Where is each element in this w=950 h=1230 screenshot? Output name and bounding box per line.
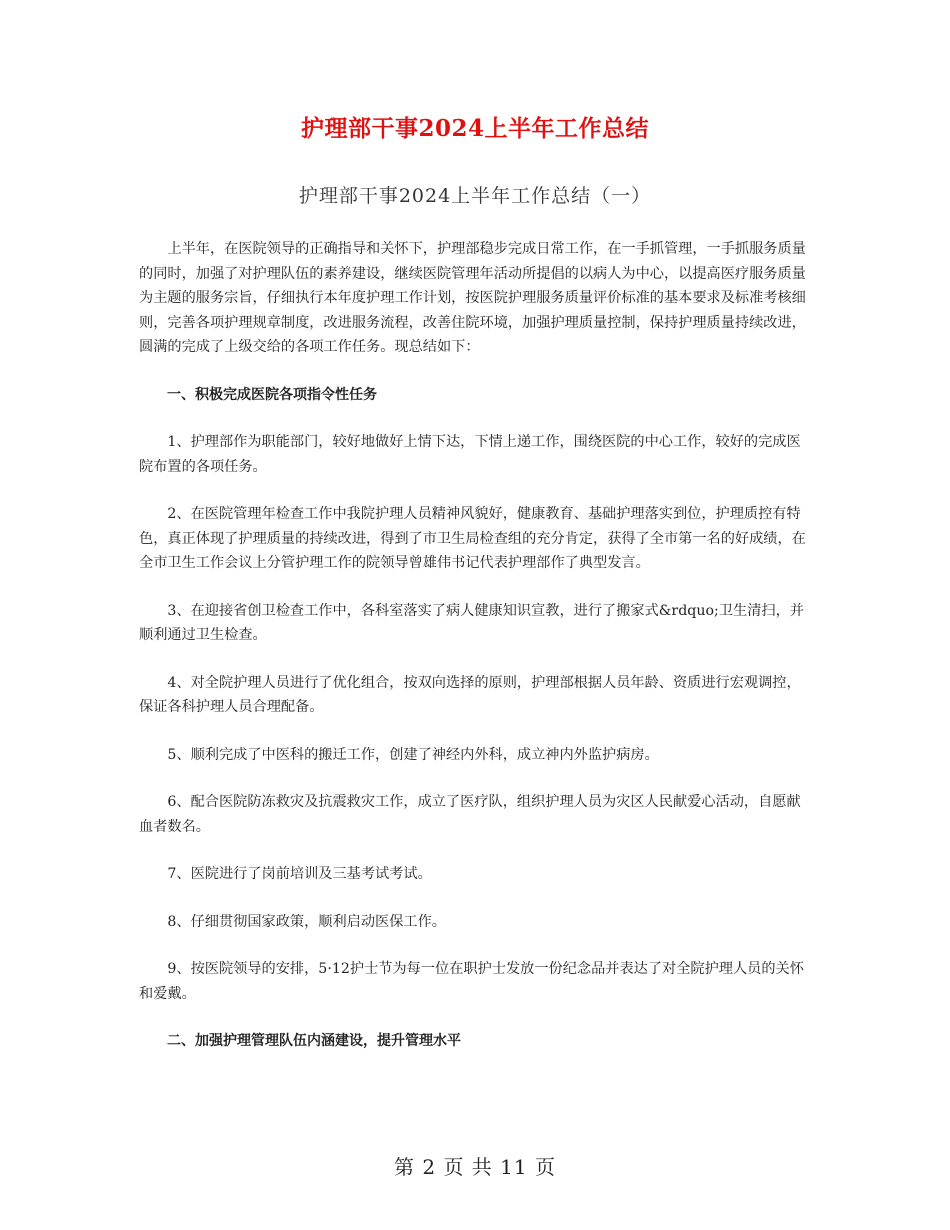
document-title: 护理部干事2024上半年工作总结 (300, 115, 649, 142)
list-item-8: 8、仔细贯彻国家政策，顺利启动医保工作。 (167, 913, 446, 930)
list-item-5: 5、顺利完成了中医科的搬迁工作，创建了神经内外科，成立神内外监护病房。 (167, 746, 659, 763)
list-item-7: 7、医院进行了岗前培训及三基考试考试。 (167, 866, 432, 882)
document-subtitle: 护理部干事2024上半年工作总结（一） (298, 185, 652, 207)
list-item-4: 4、对全院护理人员进行了优化组合，按双向选择的原则，护理部根据人员年龄、资质进行宏观调控，保证各科护理人员合理配备。 (139, 674, 801, 715)
section-heading-1: 一、积极完成医院各项指令性任务 (167, 386, 377, 403)
document-body (139, 237, 814, 1077)
list-item-9: 9、按医院领导的安排，5·12护士节为每一位在职护士发放一份纪念品并表达了对全院护理人员的关怀和爱戴。 (139, 961, 804, 1002)
list-item-1: 1、护理部作为职能部门，较好地做好上情下达，下情上递工作，围绕医院的中心工作，较好的完成医院布置的各项任务。 (139, 434, 801, 475)
list-item-2: 2、在医院管理年检查工作中我院护理人员精神风貌好，健康教育、基础护理落实到位，护理质控有特色，真正体现了护理质量的持续改进，得到了市卫生局检查组的充分肯定，获得了全市第一名的好成绩，在全市卫生工作会议上分管护理工作的院领导曾雄伟书记代表护理部作了典型发言。 (139, 506, 806, 571)
list-item-3: 3、在迎接省创卫检查工作中，各科室落实了病人健康知识宣教，进行了搬家式&rdquo;卫生清扫，并顺利通过卫生检查。 (139, 602, 804, 643)
paragraph-intro: 上半年，在医院领导的正确指导和关怀下，护理部稳步完成日常工作，在一手抓管理，一手抓服务质量的同时，加强了对护理队伍的素养建设，继续医院管理年活动所提倡的以病人为中心，以提高医疗服务质量为主题的服务宗旨，仔细执行本年度护理工作计划，按医院护理服务质量评价标准的基本要求及标准考核细则，完善各项护理规章制度，改进服务流程，改善住院环境，加强护理质量控制，保持护理质量持续改进，圆满的完成了上级交给的各项工作任务。现总结如下： (139, 241, 806, 355)
list-item-6: 6、配合医院防冻救灾及抗震救灾工作，成立了医疗队，组织护理人员为灾区人民献爱心活动，自愿献血者数名。 (139, 794, 801, 835)
section-heading-2: 二、加强护理管理队伍内涵建设，提升管理水平 (167, 1033, 461, 1049)
page-number-footer: 第 2 页 共 11 页 (394, 1155, 556, 1179)
